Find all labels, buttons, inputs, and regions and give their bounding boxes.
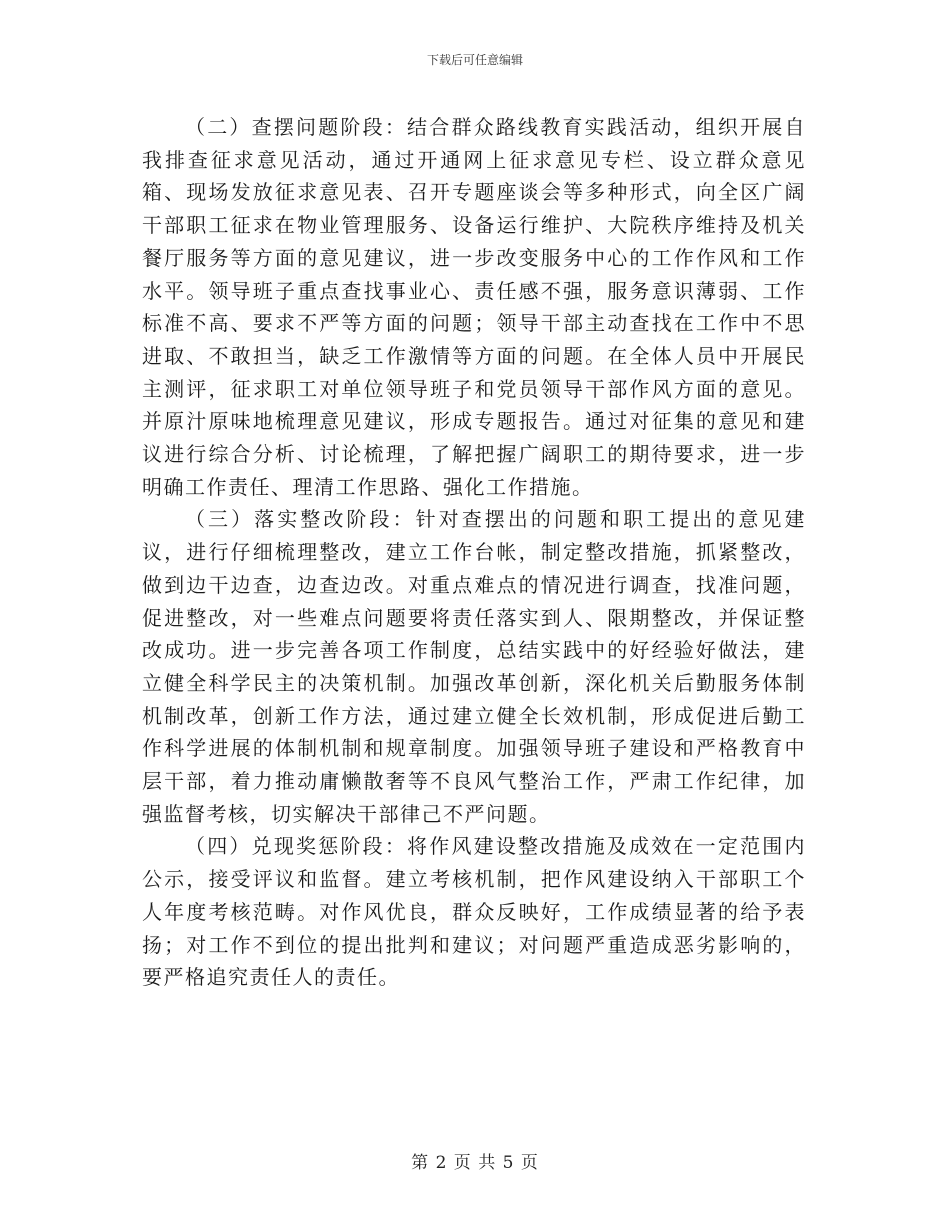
page-footer-suffix: 页 bbox=[520, 1153, 539, 1173]
paragraph-reward-punishment-stage: （四）兑现奖惩阶段：将作风建设整改措施及成效在一定范围内公示，接受评议和监督。建立考核机制，把作风建设纳入干部职工个人年度考核范畴。对作风优良，群众反映好，工作成绩显著的给予表扬；对工作不到位的提出批判和建议；对问题严重造成恶劣影响的，要严格追究责任人的责任。 bbox=[142, 834, 806, 990]
page-footer bbox=[0, 1152, 950, 1174]
page-footer-prefix: 第 bbox=[411, 1153, 430, 1173]
paragraph-investigation-stage: （二）查摆问题阶段：结合群众路线教育实践活动，组织开展自我排查征求意见活动，通过开通网上征求意见专栏、设立群众意见箱、现场发放征求意见表、召开专题座谈会等多种形式，向全区广阔干部职工征求在物业管理服务、设备运行维护、大院秩序维持及机关餐厅服务等方面的意见建议，进一步改变服务中心的工作作风和工作水平。领导班子重点查找事业心、责任感不强，服务意识薄弱、工作标准不高、要求不严等方面的问题；领导干部主动查找在工作中不思进取、不敢担当，缺乏工作激情等方面的问题。在全体人员中开展民主测评，征求职工对单位领导班子和党员领导干部作风方面的意见。并原汁原味地梳理意见建议，形成专题报告。通过对征集的意见和建议进行综合分析、讨论梳理，了解把握广阔职工的期待要求，进一步明确工作责任、理清工作思路、强化工作措施。 bbox=[142, 115, 806, 499]
total-page-count: 5 bbox=[502, 1153, 515, 1173]
current-page-number: 2 bbox=[435, 1153, 448, 1173]
paragraph-rectification-stage: （三）落实整改阶段：针对查摆出的问题和职工提出的意见建议，进行仔细梳理整改，建立工作台帐，制定整改措施，抓紧整改，做到边干边查，边查边改。对重点难点的情况进行调查，找准问题，促进整改，对一些难点问题要将责任落实到人、限期整改，并保证整改成功。进一步完善各项工作制度，总结实践中的好经验好做法，建立健全科学民主的决策机制。加强改革创新，深化机关后勤服务体制机制改革，创新工作方法，通过建立健全长效机制，形成促进后勤工作科学进展的体制机制和规章制度。加强领导班子建设和严格教育中层干部，着力推动庸懒散奢等不良风气整治工作，严肃工作纪律，加强监督考核，切实解决干部律己不严问题。 bbox=[142, 507, 806, 826]
page-header: 下载后可任意编辑 bbox=[426, 53, 523, 67]
document-body bbox=[142, 111, 806, 994]
page-footer-middle: 页 共 bbox=[453, 1153, 497, 1173]
